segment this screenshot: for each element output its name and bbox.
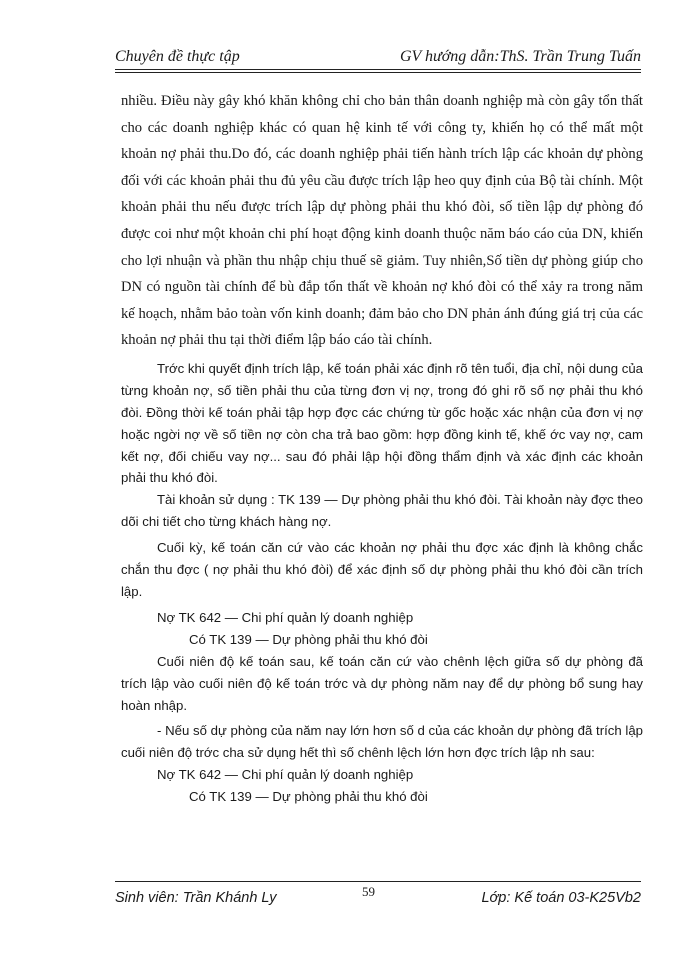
journal-entry-credit-1: Có TK 139 — Dự phòng phải thu khó đòi xyxy=(189,631,428,647)
paragraph-next-period: Cuối niên độ kế toán sau, kế toán căn cứ vào chênh lệch giữa số dự phòng đã trích lập vào cuối niên độ kế toán trớc và dự phòng năm nay để dự phòng bổ sung hay hoàn nhập. xyxy=(121,653,643,713)
footer-rule xyxy=(115,881,641,882)
journal-entry-debit-1: Nợ TK 642 — Chi phí quản lý doanh nghiệp xyxy=(157,609,414,625)
page-footer xyxy=(115,881,641,911)
footer-student: Sinh viên: Trần Khánh Ly xyxy=(115,890,277,906)
page-number: 59 xyxy=(362,884,375,899)
journal-entry-credit-2: Có TK 139 — Dự phòng phải thu khó đòi xyxy=(189,789,428,805)
header-course-title: Chuyên đề thực tập xyxy=(115,48,240,65)
page-header xyxy=(115,46,641,72)
paragraph-determine-debts: Trớc khi quyết định trích lập, kế toán phải xác định rõ tên tuổi, địa chỉ, nội dung của từng khoản nợ, số tiền phải thu của từng đơn vị nợ, trong đó ghi rõ số nợ phải thu khó đòi. Đồng thời kế toán phải tập hợp đợc các chứng từ gốc hoặc xác nhận của đơn vị nợ hoặc ngời nợ về số tiền nợ còn cha trả bao gồm: hợp đồng kinh tế, khế ớc vay nợ, cam kết nợ, đối chiếu vay nợ... sau đó phải lập hội đồng thẩm định và xác định các khoản phải thu khó đòi. xyxy=(121,360,643,486)
footer-class: Lớp: Kế toán 03-K25Vb2 xyxy=(481,890,641,906)
paragraph-account-used: Tài khoản sử dụng : TK 139 — Dự phòng phải thu khó đòi. Tài khoản này đợc theo dõi chi tiết cho từng khách hàng nợ. xyxy=(121,492,643,530)
paragraph-period-end: Cuối kỳ, kế toán căn cứ vào các khoản nợ phải thu đợc xác định là không chắc chắn thu đợc ( nợ phải thu khó đòi) để xác định số dự phòng phải thu khó đòi cần trích lập. xyxy=(121,540,643,599)
journal-entry-debit-2: Nợ TK 642 — Chi phí quản lý doanh nghiệp xyxy=(157,767,414,783)
header-rule xyxy=(115,69,641,70)
header-rule-double xyxy=(115,72,641,73)
paragraph-provision-intro: nhiều. Điều này gây khó khăn không chỉ cho bản thân doanh nghiệp mà còn gây tổn thất cho các doanh nghiệp khác có quan hệ kinh tế với công ty, khiến họ có thể mất một khoản nợ phải thu.Do đó, các doanh nghiệp phải tiến hành trích lập các khoản dự phòng đối với các khoản phải thu đủ yêu cầu được trích lập heo quy định của Bộ tài chính. Một khoản phải thu nếu được trích lập dự phòng phải thu khó đòi, số tiền lập dự phòng đó được coi như một khoản chi phí hoạt động kinh doanh thuộc năm báo cáo của DN, khiến cho lợi nhuận và phần thu nhập chịu thuế sẽ giảm. Tuy nhiên,Số tiền dự phòng giúp cho DN có nguồn tài chính để bù đắp tổn thất về khoản nợ khó đòi có thể xảy ra trong năm kế hoạch, nhằm bảo toàn vốn kinh doanh; đảm bảo cho DN phản ánh đúng giá trị của các khoản nợ phải thu tại thời điểm lập báo cáo tài chính. xyxy=(121,93,643,349)
page-body xyxy=(121,88,643,808)
paragraph-higher-provision: - Nếu số dự phòng của năm nay lớn hơn số d của các khoản dự phòng đã trích lập cuối niên độ trớc cha sử dụng hết thì số chênh lệch lớn hơn đợc trích lập nh sau: xyxy=(121,723,643,761)
header-supervisor: GV hướng dẫn:ThS. Trần Trung Tuấn xyxy=(399,48,641,65)
